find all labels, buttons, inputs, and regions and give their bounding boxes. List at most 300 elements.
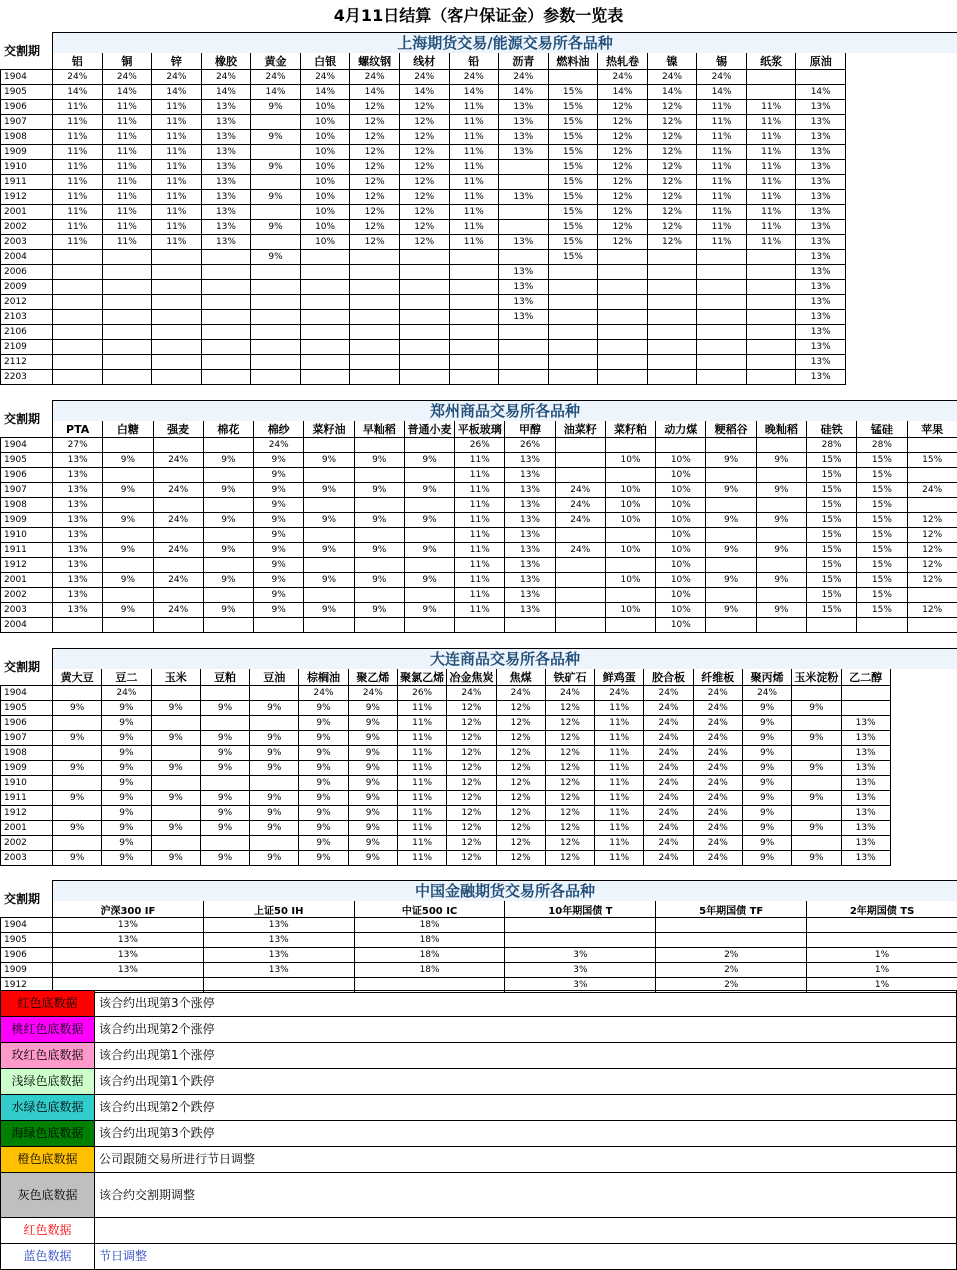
margin-cell: 12% xyxy=(447,701,496,716)
margin-cell xyxy=(300,295,350,310)
margin-cell xyxy=(605,558,655,573)
margin-cell xyxy=(555,588,605,603)
margin-cell: 9% xyxy=(250,851,299,866)
margin-cell xyxy=(605,588,655,603)
margin-cell: 14% xyxy=(449,85,499,100)
margin-cell: 9% xyxy=(200,806,249,821)
margin-cell xyxy=(605,438,655,453)
margin-cell xyxy=(555,573,605,588)
delivery-period-cell: 1905 xyxy=(1,701,53,716)
delivery-period-cell: 1905 xyxy=(1,933,53,948)
column-header: 锰硅 xyxy=(857,421,907,438)
margin-cell: 24% xyxy=(693,806,742,821)
margin-cell: 10% xyxy=(605,603,655,618)
margin-cell: 10% xyxy=(300,130,350,145)
margin-cell xyxy=(548,340,598,355)
column-header: 2年期国债 TS xyxy=(807,901,957,918)
margin-cell: 11% xyxy=(746,100,796,115)
margin-cell: 24% xyxy=(299,686,348,701)
margin-cell xyxy=(399,340,449,355)
margin-cell: 9% xyxy=(250,761,299,776)
margin-cell xyxy=(605,528,655,543)
delivery-period-cell: 1910 xyxy=(1,160,53,175)
margin-cell: 12% xyxy=(545,701,594,716)
margin-cell: 12% xyxy=(447,836,496,851)
table-row xyxy=(1,220,846,235)
margin-cell xyxy=(598,265,648,280)
margin-cell: 13% xyxy=(201,115,251,130)
margin-cell xyxy=(555,453,605,468)
margin-cell: 9% xyxy=(348,716,397,731)
margin-cell: 24% xyxy=(647,70,697,85)
table-row xyxy=(1,325,846,340)
legend-description xyxy=(95,1218,957,1244)
column-header: 纤维板 xyxy=(693,669,742,686)
margin-cell xyxy=(505,618,555,633)
margin-cell: 9% xyxy=(304,573,354,588)
margin-cell: 24% xyxy=(644,851,693,866)
margin-cell xyxy=(102,340,152,355)
margin-cell xyxy=(598,250,648,265)
column-header: 铜 xyxy=(102,53,152,70)
margin-cell: 12% xyxy=(350,235,400,250)
margin-cell xyxy=(449,280,499,295)
margin-cell xyxy=(152,310,202,325)
delivery-period-cell: 1907 xyxy=(1,483,53,498)
delivery-period-label: 交割期 xyxy=(0,648,52,684)
margin-cell xyxy=(53,806,102,821)
margin-cell xyxy=(251,295,301,310)
margin-cell: 12% xyxy=(399,100,449,115)
margin-cell xyxy=(499,355,549,370)
margin-cell: 9% xyxy=(742,746,791,761)
margin-cell: 11% xyxy=(449,145,499,160)
margin-cell: 15% xyxy=(857,513,907,528)
margin-cell: 11% xyxy=(449,100,499,115)
margin-cell: 13% xyxy=(201,160,251,175)
margin-cell: 18% xyxy=(354,948,505,963)
legend-description: 该合约出现第2个涨停 xyxy=(95,1017,957,1043)
table-row xyxy=(1,85,846,100)
margin-cell: 24% xyxy=(644,806,693,821)
legend-swatch: 桃红色底数据 xyxy=(1,1017,95,1043)
margin-cell xyxy=(706,468,756,483)
legend-swatch: 灰色底数据 xyxy=(1,1173,95,1218)
margin-cell: 12% xyxy=(350,100,400,115)
margin-cell: 13% xyxy=(505,468,555,483)
margin-cell: 9% xyxy=(103,483,153,498)
margin-cell xyxy=(548,265,598,280)
margin-cell: 13% xyxy=(505,588,555,603)
section-dce xyxy=(0,648,957,866)
margin-cell: 9% xyxy=(299,776,348,791)
margin-cell xyxy=(746,265,796,280)
margin-cell: 13% xyxy=(53,603,103,618)
margin-cell: 24% xyxy=(545,686,594,701)
table-row xyxy=(1,205,846,220)
margin-cell xyxy=(102,325,152,340)
delivery-period-cell: 1907 xyxy=(1,115,53,130)
margin-cell: 15% xyxy=(857,498,907,513)
margin-cell: 11% xyxy=(53,145,103,160)
margin-cell: 9% xyxy=(254,528,304,543)
margin-cell xyxy=(151,836,200,851)
delivery-period-cell: 1904 xyxy=(1,438,53,453)
margin-cell: 24% xyxy=(693,821,742,836)
margin-cell: 24% xyxy=(153,483,203,498)
margin-cell: 11% xyxy=(455,468,505,483)
margin-cell: 9% xyxy=(299,716,348,731)
margin-cell: 24% xyxy=(499,70,549,85)
margin-cell: 11% xyxy=(455,603,505,618)
margin-cell: 11% xyxy=(595,746,644,761)
margin-cell: 24% xyxy=(201,70,251,85)
column-header: 动力煤 xyxy=(656,421,706,438)
margin-cell: 9% xyxy=(251,130,301,145)
margin-cell: 9% xyxy=(151,701,200,716)
margin-cell: 11% xyxy=(152,145,202,160)
margin-cell xyxy=(598,370,648,385)
margin-cell: 13% xyxy=(796,310,846,325)
table-row xyxy=(1,340,846,355)
margin-cell: 9% xyxy=(200,731,249,746)
margin-cell: 13% xyxy=(796,340,846,355)
margin-cell: 9% xyxy=(348,746,397,761)
margin-cell: 14% xyxy=(598,85,648,100)
table-row xyxy=(1,355,846,370)
margin-cell: 11% xyxy=(697,190,747,205)
margin-cell: 11% xyxy=(746,205,796,220)
margin-cell xyxy=(505,918,656,933)
margin-cell: 9% xyxy=(299,851,348,866)
margin-cell: 9% xyxy=(203,483,253,498)
legend-description: 该合约交割期调整 xyxy=(95,1173,957,1218)
margin-cell: 13% xyxy=(53,588,103,603)
margin-cell: 13% xyxy=(841,776,890,791)
margin-cell xyxy=(697,355,747,370)
margin-cell: 11% xyxy=(102,145,152,160)
column-header: 白糖 xyxy=(103,421,153,438)
margin-cell: 13% xyxy=(796,130,846,145)
margin-cell xyxy=(103,618,153,633)
margin-cell xyxy=(449,355,499,370)
margin-cell xyxy=(350,280,400,295)
margin-cell: 13% xyxy=(53,918,204,933)
margin-cell: 13% xyxy=(53,528,103,543)
margin-cell: 24% xyxy=(350,70,400,85)
margin-cell xyxy=(907,438,957,453)
margin-cell: 11% xyxy=(746,220,796,235)
margin-cell xyxy=(300,355,350,370)
margin-cell xyxy=(796,70,846,85)
margin-cell: 13% xyxy=(201,100,251,115)
margin-cell: 9% xyxy=(742,761,791,776)
margin-cell xyxy=(53,340,103,355)
margin-cell: 13% xyxy=(796,370,846,385)
delivery-period-label: 交割期 xyxy=(0,400,52,436)
margin-cell: 11% xyxy=(397,716,446,731)
margin-cell xyxy=(354,438,404,453)
margin-cell: 12% xyxy=(350,205,400,220)
column-header: 纸浆 xyxy=(746,53,796,70)
margin-cell: 9% xyxy=(203,603,253,618)
margin-cell: 9% xyxy=(151,821,200,836)
margin-cell xyxy=(449,325,499,340)
margin-cell: 24% xyxy=(300,70,350,85)
column-header: 白银 xyxy=(300,53,350,70)
margin-cell: 9% xyxy=(354,603,404,618)
margin-cell xyxy=(706,558,756,573)
legend-description: 公司跟随交易所进行节日调整 xyxy=(95,1147,957,1173)
exchange-name: 大连商品交易所各品种 xyxy=(52,648,957,669)
column-header: 油菜籽 xyxy=(555,421,605,438)
margin-cell: 9% xyxy=(354,453,404,468)
margin-cell: 11% xyxy=(746,130,796,145)
margin-cell xyxy=(152,370,202,385)
margin-cell: 9% xyxy=(254,468,304,483)
margin-cell: 12% xyxy=(399,235,449,250)
margin-cell: 14% xyxy=(102,85,152,100)
margin-cell: 13% xyxy=(796,100,846,115)
margin-cell: 12% xyxy=(350,175,400,190)
margin-cell: 13% xyxy=(796,265,846,280)
delivery-period-cell: 2006 xyxy=(1,265,53,280)
table-row xyxy=(1,701,891,716)
margin-cell: 9% xyxy=(348,806,397,821)
margin-cell: 9% xyxy=(742,791,791,806)
margin-cell xyxy=(746,250,796,265)
margin-cell: 10% xyxy=(300,100,350,115)
margin-cell: 9% xyxy=(742,806,791,821)
margin-cell: 12% xyxy=(647,175,697,190)
margin-cell: 12% xyxy=(907,558,957,573)
legend-swatch: 水绿色底数据 xyxy=(1,1095,95,1121)
margin-cell xyxy=(499,160,549,175)
margin-cell: 9% xyxy=(792,851,841,866)
margin-cell xyxy=(203,528,253,543)
margin-cell: 1% xyxy=(807,978,957,993)
margin-cell xyxy=(756,618,806,633)
margin-cell xyxy=(250,836,299,851)
margin-cell: 15% xyxy=(806,528,856,543)
margin-cell xyxy=(251,370,301,385)
column-header: 上证50 IH xyxy=(203,901,354,918)
column-header: 镍 xyxy=(647,53,697,70)
margin-cell: 9% xyxy=(254,558,304,573)
margin-cell: 11% xyxy=(697,160,747,175)
margin-cell: 11% xyxy=(102,160,152,175)
delivery-period-cell: 2001 xyxy=(1,573,53,588)
column-header: 燃料油 xyxy=(548,53,598,70)
margin-cell: 11% xyxy=(697,100,747,115)
margin-cell: 13% xyxy=(499,190,549,205)
delivery-period-cell: 1910 xyxy=(1,776,53,791)
table-row xyxy=(1,573,957,588)
margin-cell: 11% xyxy=(152,235,202,250)
margin-cell: 24% xyxy=(153,453,203,468)
margin-cell: 24% xyxy=(693,791,742,806)
margin-cell xyxy=(53,370,103,385)
legend-row xyxy=(1,1043,957,1069)
margin-cell xyxy=(598,325,648,340)
margin-cell: 9% xyxy=(299,806,348,821)
legend-swatch: 海绿色底数据 xyxy=(1,1121,95,1147)
margin-cell: 12% xyxy=(399,145,449,160)
margin-cell: 11% xyxy=(455,573,505,588)
margin-cell: 15% xyxy=(806,573,856,588)
margin-cell: 24% xyxy=(447,686,496,701)
margin-cell: 9% xyxy=(299,836,348,851)
margin-cell: 10% xyxy=(605,543,655,558)
margin-cell: 10% xyxy=(300,190,350,205)
margin-cell: 9% xyxy=(706,603,756,618)
margin-cell xyxy=(548,70,598,85)
header-row xyxy=(1,901,957,918)
margin-cell: 11% xyxy=(397,821,446,836)
margin-cell: 9% xyxy=(354,573,404,588)
margin-cell: 15% xyxy=(857,468,907,483)
margin-cell: 11% xyxy=(595,761,644,776)
delivery-period-cell: 2002 xyxy=(1,836,53,851)
margin-cell: 9% xyxy=(304,483,354,498)
margin-cell: 9% xyxy=(742,821,791,836)
margin-cell xyxy=(251,175,301,190)
margin-cell: 11% xyxy=(697,130,747,145)
margin-cell: 24% xyxy=(693,731,742,746)
margin-cell xyxy=(201,325,251,340)
margin-cell: 9% xyxy=(102,731,151,746)
margin-cell: 9% xyxy=(200,791,249,806)
margin-cell: 9% xyxy=(102,701,151,716)
margin-cell: 15% xyxy=(806,483,856,498)
delivery-period-cell: 2103 xyxy=(1,310,53,325)
delivery-period-cell: 1909 xyxy=(1,761,53,776)
margin-cell: 9% xyxy=(299,701,348,716)
margin-cell: 12% xyxy=(598,145,648,160)
margin-cell: 13% xyxy=(841,746,890,761)
margin-cell: 12% xyxy=(647,160,697,175)
margin-cell: 13% xyxy=(796,280,846,295)
table-row xyxy=(1,175,846,190)
column-header: 焦煤 xyxy=(496,669,545,686)
margin-cell: 9% xyxy=(250,791,299,806)
margin-cell: 24% xyxy=(693,836,742,851)
margin-cell xyxy=(706,528,756,543)
margin-cell: 9% xyxy=(250,701,299,716)
margin-cell xyxy=(697,280,747,295)
margin-cell: 10% xyxy=(656,528,706,543)
table-row xyxy=(1,468,957,483)
margin-cell: 24% xyxy=(693,761,742,776)
margin-cell xyxy=(151,776,200,791)
margin-cell: 24% xyxy=(644,776,693,791)
margin-cell: 9% xyxy=(53,821,102,836)
margin-cell: 11% xyxy=(746,190,796,205)
margin-cell: 10% xyxy=(300,205,350,220)
margin-cell xyxy=(300,280,350,295)
margin-cell xyxy=(354,558,404,573)
delivery-period-cell: 2112 xyxy=(1,355,53,370)
margin-cell: 12% xyxy=(598,115,648,130)
section-czce xyxy=(0,400,957,633)
margin-cell: 14% xyxy=(697,85,747,100)
margin-cell: 11% xyxy=(102,100,152,115)
margin-cell xyxy=(841,701,890,716)
column-header: 冶金焦炭 xyxy=(447,669,496,686)
margin-cell: 10% xyxy=(656,453,706,468)
delivery-period-cell: 2003 xyxy=(1,235,53,250)
margin-cell xyxy=(201,340,251,355)
delivery-period-cell: 1904 xyxy=(1,686,53,701)
margin-cell: 15% xyxy=(548,205,598,220)
margin-cell: 10% xyxy=(300,115,350,130)
margin-cell: 15% xyxy=(806,558,856,573)
margin-cell: 13% xyxy=(841,821,890,836)
margin-cell xyxy=(251,235,301,250)
margin-cell xyxy=(548,280,598,295)
margin-cell: 9% xyxy=(254,483,304,498)
margin-cell: 9% xyxy=(404,513,454,528)
margin-cell: 13% xyxy=(505,543,555,558)
margin-cell: 11% xyxy=(455,513,505,528)
margin-cell: 14% xyxy=(399,85,449,100)
table-row xyxy=(1,588,957,603)
margin-cell: 14% xyxy=(796,85,846,100)
margin-cell: 13% xyxy=(53,948,204,963)
margin-cell: 11% xyxy=(102,190,152,205)
margin-cell: 11% xyxy=(595,836,644,851)
margin-cell: 11% xyxy=(53,160,103,175)
exchange-name: 中国金融期货交易所各品种 xyxy=(52,880,957,901)
margin-cell: 13% xyxy=(53,513,103,528)
margin-cell xyxy=(304,588,354,603)
margin-cell: 11% xyxy=(455,498,505,513)
margin-cell: 9% xyxy=(103,513,153,528)
margin-cell: 10% xyxy=(656,573,706,588)
margin-cell: 9% xyxy=(203,543,253,558)
margin-cell: 11% xyxy=(595,821,644,836)
margin-cell xyxy=(792,776,841,791)
margin-cell xyxy=(807,933,957,948)
margin-cell: 12% xyxy=(598,130,648,145)
delivery-period-cell: 1911 xyxy=(1,791,53,806)
margin-cell xyxy=(598,295,648,310)
margin-cell xyxy=(102,265,152,280)
margin-cell xyxy=(250,686,299,701)
margin-cell xyxy=(152,265,202,280)
margin-cell: 11% xyxy=(53,175,103,190)
margin-cell: 9% xyxy=(254,498,304,513)
margin-cell: 24% xyxy=(644,761,693,776)
delivery-period-cell: 1911 xyxy=(1,175,53,190)
margin-cell: 11% xyxy=(152,100,202,115)
margin-cell: 9% xyxy=(706,543,756,558)
margin-cell xyxy=(251,115,301,130)
margin-cell: 10% xyxy=(300,220,350,235)
margin-cell: 13% xyxy=(499,295,549,310)
margin-cell: 9% xyxy=(354,543,404,558)
margin-cell: 12% xyxy=(545,791,594,806)
margin-cell: 9% xyxy=(792,761,841,776)
margin-cell: 12% xyxy=(496,746,545,761)
header-row xyxy=(1,669,891,686)
margin-cell: 13% xyxy=(201,175,251,190)
margin-cell: 13% xyxy=(499,280,549,295)
margin-cell: 28% xyxy=(806,438,856,453)
margin-cell: 15% xyxy=(806,498,856,513)
margin-cell xyxy=(53,280,103,295)
margin-cell xyxy=(647,340,697,355)
